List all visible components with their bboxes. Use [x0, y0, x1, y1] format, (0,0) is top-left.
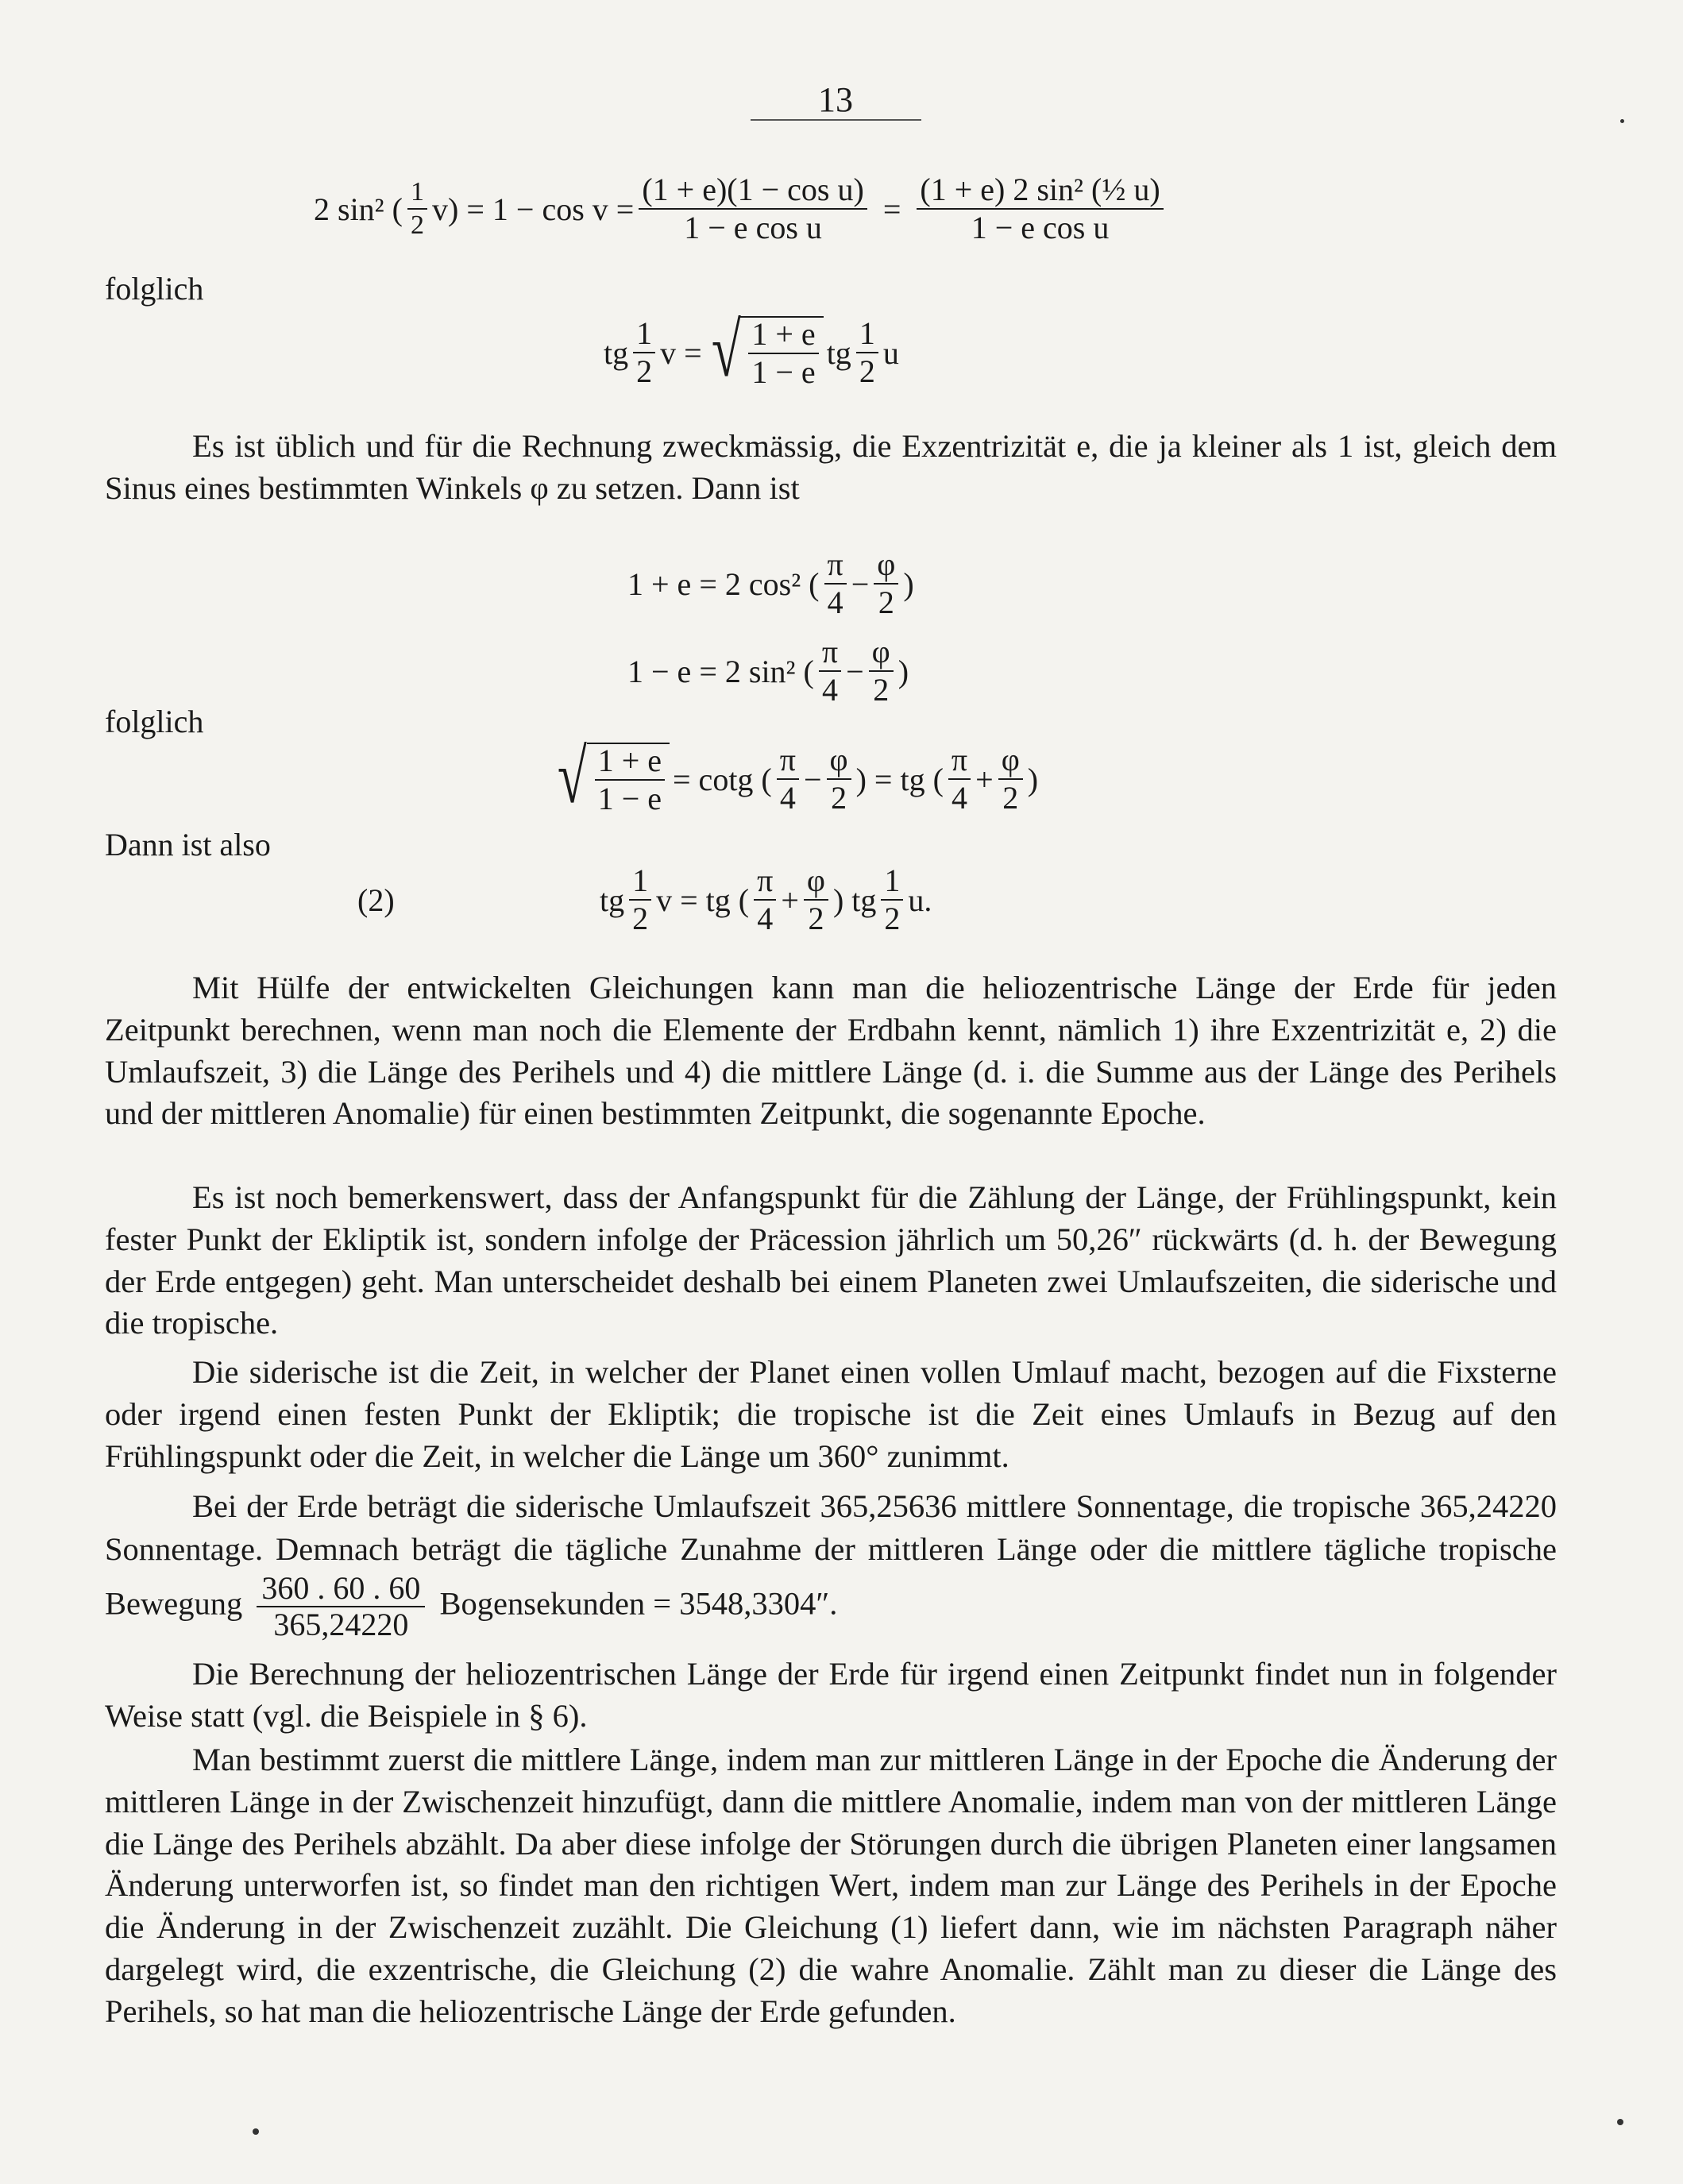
eq-f-tg: tg — [600, 882, 625, 918]
eq-a-frac-den: 1 − e cos u — [684, 210, 822, 245]
eq-f-half2-num: 1 — [881, 864, 903, 901]
eq-e-plus: + — [975, 761, 994, 797]
eq-f-half-den: 2 — [632, 901, 649, 936]
eq-c-close: ) — [903, 565, 914, 602]
eq-e-phi2 — [827, 743, 851, 815]
eq-a-frac — [639, 173, 867, 245]
equation-a — [314, 173, 1168, 245]
equation-2-number: (2) — [357, 882, 395, 918]
scan-speck — [1620, 119, 1624, 123]
eq-a-frac2-den: 1 − e cos u — [971, 210, 1110, 245]
eq-f-half2 — [881, 864, 903, 936]
eq-e-pi-b: π — [948, 743, 971, 780]
eq-e-pi: π — [777, 743, 799, 780]
eq-b-v: v = — [660, 334, 702, 371]
paragraph-3-text: Es ist noch bemerkenswert, dass der Anfangspunkt für die Zählung der Länge, der Frühlingspunkt, kein fester Punkt der Ekliptik ist, sondern infolge der Präcession jährlich um 50,26″ rückwärts (d. h. der Bewegung der Erde entgegen) geht. Man unterscheidet deshalb bei einem Planeten zwei Umlaufszeiten, die siderische und die tropische. — [105, 1179, 1557, 1341]
eq-f-tail: ) tg — [832, 882, 877, 918]
eq-b-half2 — [856, 317, 878, 388]
scan-speck — [253, 2128, 259, 2135]
paragraph-5-fraction-den: 365,24220 — [273, 1607, 409, 1642]
eq-c-pi: π — [824, 548, 847, 585]
eq-a-frac-num: (1 + e)(1 − cos u) — [639, 173, 867, 210]
paragraph-5-fraction — [257, 1571, 425, 1642]
eq-f-half-num: 1 — [629, 864, 651, 901]
paragraph-5-fraction-num: 360 . 60 . 60 — [257, 1571, 425, 1607]
eq-f-phi2 — [804, 864, 828, 936]
eq-b-half-den: 2 — [636, 353, 653, 389]
label-dann-ist-also: Dann ist also — [105, 827, 271, 862]
paragraph-4 — [105, 1352, 1557, 1477]
scan-speck — [1617, 2119, 1623, 2125]
eq-f-u: u. — [908, 882, 932, 918]
eq-e-pi4b — [948, 743, 971, 815]
eq-e-sqrt: √ $\frac{1 + e}{1 - e}$ — [551, 743, 670, 816]
eq-c-minus: − — [851, 565, 870, 602]
eq-d-pi: π — [819, 635, 841, 672]
eq-c-two: 2 — [878, 585, 894, 620]
eq-b-half-num: 1 — [633, 317, 655, 353]
eq-a-half-den: 2 — [411, 210, 424, 240]
eq-d-phi: φ — [869, 635, 894, 672]
eq-e-minus: − — [803, 761, 822, 797]
eq-d-two: 2 — [873, 672, 890, 708]
eq-e-four-b: 4 — [952, 780, 968, 816]
eq-e-root-den: 1 − e — [597, 781, 662, 816]
paragraph-2-text: Mit Hülfe der entwickelten Gleichungen kann man die heliozentrische Länge der Erde für jeden Zeitpunkt berechnen, wenn man noch die Elemente der Erdbahn kennt, nämlich 1) ihre Exzentrizität e, 2) die Umlaufszeit, 3) die Länge des Perihels und 4) die mittlere Länge (d. i. die Summe aus der Länge des Perihels und der mittleren Anomalie) für einen bestimmten Zeitpunkt, die sogenannte Epoche. — [105, 970, 1557, 1132]
equation-b — [604, 307, 899, 392]
eq-c-pi4 — [824, 548, 847, 619]
eq-a-frac2-num: (1 + e) 2 sin² (½ u) — [917, 173, 1163, 210]
eq-e-phi-b: φ — [998, 743, 1023, 780]
eq-f-four: 4 — [757, 901, 774, 936]
paragraph-3 — [105, 1177, 1557, 1345]
paragraph-5-text-a: Bei der Erde beträgt die siderische Umlaufszeit 365,25636 mittlere Sonnentage, die tropische 365,24220 Sonnentage. Demnach beträgt die tägliche Zunahme der mittleren Länge oder die mittlere tägliche tropische Bewegung — [105, 1488, 1557, 1622]
eq-b-root-num: 1 + e — [748, 318, 818, 354]
equation-d — [627, 635, 909, 707]
page-number-rule — [751, 119, 921, 121]
label-folglich-1: folglich — [105, 271, 204, 307]
eq-f-half2-den: 2 — [884, 901, 901, 936]
eq-e-two: 2 — [831, 780, 847, 816]
eq-a-left: 2 sin² ( — [314, 191, 403, 227]
paragraph-1-text: Es ist üblich und für die Rechnung zweckmässig, die Exzentrizität e, die ja kleiner als 1 ist, gleich dem Sinus eines bestimmten Winkels φ zu setzen. Dann ist — [105, 428, 1557, 506]
eq-f-phi: φ — [804, 864, 828, 901]
eq-b-half2-den: 2 — [859, 353, 875, 389]
eq-a-equals: = — [882, 191, 901, 227]
paragraph-6 — [105, 1653, 1557, 1738]
eq-e-tg: ) = tg ( — [855, 761, 944, 797]
paragraph-4-text: Die siderische ist die Zeit, in welcher der Planet einen vollen Umlauf macht, bezogen auf die Fixsterne oder irgend einen festen Punkt der Ekliptik; die tropische ist die Zeit eines Umlaufs in Bezug auf den Frühlingspunkt oder die Zeit, in welcher die Länge um 360° zunimmt. — [105, 1354, 1557, 1474]
eq-e-cotg: = cotg ( — [673, 761, 772, 797]
eq-d-left: 1 − e = 2 sin² ( — [627, 653, 814, 689]
paragraph-6-text: Die Berechnung der heliozentrischen Länge der Erde für irgend einen Zeitpunkt findet nun in folgender Weise statt (vgl. die Beispiele in § 6). — [105, 1656, 1557, 1734]
eq-c-phi2 — [874, 548, 898, 619]
eq-e-pi4 — [777, 743, 799, 815]
paragraph-7 — [105, 1739, 1557, 2033]
eq-e-close: ) — [1027, 761, 1039, 797]
eq-f-half — [629, 864, 651, 936]
eq-d-four: 4 — [821, 672, 838, 708]
eq-c-four: 4 — [827, 585, 843, 620]
paragraph-7-text: Man bestimmt zuerst die mittlere Länge, indem man zur mittleren Länge in der Epoche die Änderung der mittleren Länge in der Zwischenzeit hinzufügt, dann die mittlere Anomalie, indem man von der mittleren Länge die Länge des Perihels abzählt. Da aber diese infolge der Störungen durch die übrigen Planeten einer langsamen Änderung unterworfen ist, so findet man den richtigen Wert, indem man zur Länge des Perihels in der Epoche die Änderung in der Zwischenzeit zuzählt. Die Gleichung (1) liefert dann, wie im nächsten Paragraph näher dargelegt wird, die exzentrische, die Gleichung (2) die wahre Anomalie. Zählt man zu dieser die Länge des Perihels, so hat man die heliozentrische Länge der Erde gefunden. — [105, 1742, 1557, 2029]
eq-d-pi4 — [819, 635, 841, 707]
eq-e-four: 4 — [779, 780, 796, 816]
eq-b-u: u — [882, 334, 899, 371]
paragraph-5-text-b: Bogensekunden = 3548,3304″. — [439, 1585, 838, 1622]
eq-b-root-den: 1 − e — [751, 354, 816, 390]
eq-b-tg: tg — [604, 334, 629, 371]
eq-b-half — [633, 317, 655, 388]
eq-f-pi: π — [754, 864, 776, 901]
eq-c-phi: φ — [874, 548, 898, 585]
eq-c-left: 1 + e = 2 cos² ( — [627, 565, 820, 602]
eq-b-tg2: tg — [826, 334, 851, 371]
eq-d-minus: − — [846, 653, 864, 689]
eq-e-two-b: 2 — [1002, 780, 1019, 816]
equation-c — [627, 548, 914, 619]
eq-d-close: ) — [897, 653, 909, 689]
eq-e-root-num: 1 + e — [595, 744, 665, 781]
paragraph-1 — [105, 426, 1557, 510]
eq-e-phi: φ — [827, 743, 851, 780]
equation-e — [548, 734, 1039, 819]
label-folglich-2: folglich — [105, 704, 204, 739]
eq-a-half — [407, 178, 427, 239]
page-number: 13 — [818, 80, 853, 119]
eq-b-half2-num: 1 — [856, 317, 878, 353]
paragraph-5 — [105, 1485, 1557, 1642]
paragraph-2 — [105, 967, 1557, 1135]
eq-f-two: 2 — [808, 901, 824, 936]
eq-a-mid: v) = 1 − cos v = — [432, 191, 635, 227]
eq-a-frac2 — [917, 173, 1163, 245]
eq-d-phi2 — [869, 635, 894, 707]
eq-b-sqrt: √ $\frac{1 + e}{1 - e}$ — [705, 316, 824, 389]
equation-f — [600, 864, 932, 936]
eq-f-v: v = tg ( — [656, 882, 750, 918]
eq-f-pi4 — [754, 864, 776, 936]
eq-e-phi2b — [998, 743, 1023, 815]
eq-f-plus: + — [781, 882, 799, 918]
eq-a-half-num: 1 — [407, 178, 427, 210]
